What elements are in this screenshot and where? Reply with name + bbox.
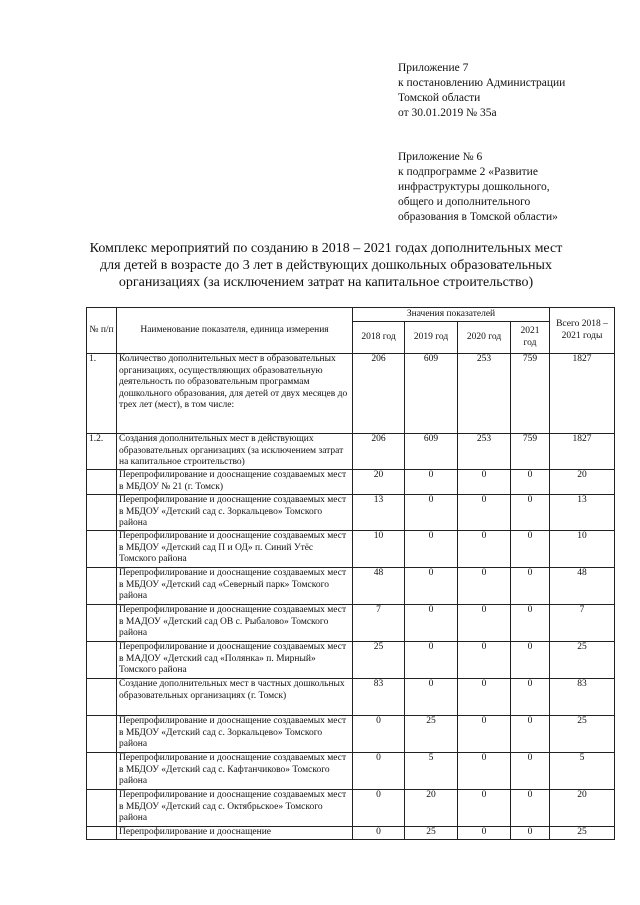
row-num (87, 827, 117, 840)
row-value-2019: 0 (405, 470, 458, 495)
row-total: 1827 (550, 354, 615, 434)
document-title (70, 240, 582, 291)
table-row (87, 470, 615, 495)
row-value-2020: 0 (458, 470, 511, 495)
header-num: № п/п (87, 308, 117, 354)
annex-main-line: к постановлению Администрации (398, 77, 566, 89)
annex-main-line: Томской области (398, 92, 481, 104)
title-line: Комплекс мероприятий по созданию в 2018 – 2021 годах дополнительных мест (89, 241, 563, 256)
row-name: Перепрофилирование и дооснащение создаваемых мест в МБДОУ «Детский сад с. Зоркальцево» Томского района (117, 716, 353, 753)
row-num (87, 679, 117, 716)
row-name: Создания дополнительных мест в действующих образовательных организациях (за исключением затрат на капитальное строительство) (117, 434, 353, 470)
row-total: 83 (550, 679, 615, 716)
row-total: 48 (550, 568, 615, 605)
row-name: Перепрофилирование и дооснащение (117, 827, 353, 840)
row-num (87, 605, 117, 642)
row-total: 25 (550, 642, 615, 679)
row-value-2020: 0 (458, 495, 511, 531)
row-value-2018: 48 (353, 568, 405, 605)
row-value-2020: 0 (458, 790, 511, 827)
annex-sub-line: к подпрограмме 2 «Развитие (398, 166, 538, 178)
table-row (87, 679, 615, 716)
row-value-2019: 0 (405, 642, 458, 679)
row-value-2019: 20 (405, 790, 458, 827)
row-value-2020: 253 (458, 434, 511, 470)
row-value-2019: 609 (405, 434, 458, 470)
row-value-2020: 0 (458, 605, 511, 642)
table-row (87, 790, 615, 827)
table-row (87, 642, 615, 679)
row-total: 13 (550, 495, 615, 531)
row-value-2018: 83 (353, 679, 405, 716)
row-value-2020: 0 (458, 827, 511, 840)
row-value-2020: 0 (458, 753, 511, 790)
header-total: Всего 2018 – 2021 годы (550, 308, 615, 354)
row-value-2018: 7 (353, 605, 405, 642)
table-row (87, 716, 615, 753)
row-total: 7 (550, 605, 615, 642)
table-row (87, 753, 615, 790)
table-row (87, 354, 615, 434)
row-name: Создание дополнительных мест в частных дошкольных образовательных организациях (г. Томск) (117, 679, 353, 716)
row-value-2018: 10 (353, 531, 405, 568)
row-num (87, 495, 117, 531)
row-value-2021: 0 (511, 568, 550, 605)
row-name: Перепрофилирование и дооснащение создаваемых мест в МБДОУ «Детский сад с. Октябрьское» Томского района (117, 790, 353, 827)
row-num (87, 531, 117, 568)
header-values-group: Значения показателей (353, 308, 550, 322)
row-value-2021: 0 (511, 716, 550, 753)
row-total: 25 (550, 827, 615, 840)
table-row (87, 531, 615, 568)
row-value-2020: 0 (458, 679, 511, 716)
row-value-2021: 759 (511, 434, 550, 470)
annex-sub-line: инфраструктуры дошкольного, (398, 181, 550, 193)
row-name: Перепрофилирование и дооснащение создаваемых мест в МБДОУ «Детский сад «Северный парк» Томского района (117, 568, 353, 605)
row-name: Перепрофилирование и дооснащение создаваемых мест в МБДОУ «Детский сад П и ОД» п. Синий Утёс Томского района (117, 531, 353, 568)
row-num (87, 470, 117, 495)
indicators-table (86, 307, 615, 840)
row-value-2018: 0 (353, 716, 405, 753)
table-row (87, 434, 615, 470)
row-value-2019: 0 (405, 568, 458, 605)
header-year-2019: 2019 год (405, 322, 458, 354)
title-line: для детей в возрасте до 3 лет в действующих дошкольных образовательных (100, 258, 552, 273)
row-value-2019: 25 (405, 827, 458, 840)
row-value-2021: 0 (511, 531, 550, 568)
annex-main-line: Приложение 7 (398, 62, 469, 74)
row-total: 10 (550, 531, 615, 568)
annex-sub-line: образования в Томской области» (398, 211, 558, 223)
annex-sub-block (398, 150, 558, 225)
row-name: Перепрофилирование и дооснащение создаваемых мест в МАДОУ «Детский сад ОВ с. Рыбалово» Томского района (117, 605, 353, 642)
row-value-2019: 0 (405, 531, 458, 568)
row-value-2018: 0 (353, 790, 405, 827)
annex-sub-line: общего и дополнительного (398, 196, 531, 208)
row-total: 5 (550, 753, 615, 790)
row-name: Перепрофилирование и дооснащение создаваемых мест в МБДОУ № 21 (г. Томск) (117, 470, 353, 495)
row-name: Количество дополнительных мест в образовательных организациях, осуществляющих образовательную деятельность по образовательным программам дошкольного образования, для детей от двух месяцев до трех лет (мест), в том числе: (117, 354, 353, 434)
row-value-2020: 253 (458, 354, 511, 434)
row-num: 1.2. (87, 434, 117, 470)
row-value-2020: 0 (458, 716, 511, 753)
row-value-2019: 0 (405, 495, 458, 531)
row-name: Перепрофилирование и дооснащение создаваемых мест в МБДОУ «Детский сад с. Кафтанчиково» Томского района (117, 753, 353, 790)
row-value-2018: 0 (353, 753, 405, 790)
row-value-2018: 13 (353, 495, 405, 531)
row-total: 25 (550, 716, 615, 753)
row-value-2021: 0 (511, 790, 550, 827)
row-value-2020: 0 (458, 531, 511, 568)
row-num (87, 790, 117, 827)
header-name: Наименование показателя, единица измерения (117, 308, 353, 354)
row-value-2018: 0 (353, 827, 405, 840)
title-line: организациях (за исключением затрат на капитальное строительство) (118, 275, 534, 290)
row-value-2019: 0 (405, 605, 458, 642)
row-value-2021: 0 (511, 470, 550, 495)
table-row (87, 495, 615, 531)
row-name: Перепрофилирование и дооснащение создаваемых мест в МАДОУ «Детский сад «Полянка» п. Мирный» Томского района (117, 642, 353, 679)
table-row (87, 568, 615, 605)
row-value-2018: 20 (353, 470, 405, 495)
row-value-2019: 609 (405, 354, 458, 434)
row-value-2021: 0 (511, 605, 550, 642)
row-num (87, 716, 117, 753)
row-value-2021: 0 (511, 753, 550, 790)
header-year-2018: 2018 год (353, 322, 405, 354)
row-value-2021: 759 (511, 354, 550, 434)
row-value-2020: 0 (458, 642, 511, 679)
row-value-2018: 206 (353, 434, 405, 470)
annex-main-block (398, 61, 565, 121)
row-value-2021: 0 (511, 827, 550, 840)
row-total: 1827 (550, 434, 615, 470)
table-row (87, 827, 615, 840)
row-value-2019: 25 (405, 716, 458, 753)
row-value-2019: 0 (405, 679, 458, 716)
row-num (87, 642, 117, 679)
row-total: 20 (550, 790, 615, 827)
row-value-2021: 0 (511, 495, 550, 531)
row-value-2020: 0 (458, 568, 511, 605)
row-name: Перепрофилирование и дооснащение создаваемых мест в МБДОУ «Детский сад с. Зоркальцево» Томского района (117, 495, 353, 531)
row-value-2019: 5 (405, 753, 458, 790)
row-value-2018: 25 (353, 642, 405, 679)
row-num (87, 753, 117, 790)
row-value-2021: 0 (511, 642, 550, 679)
row-num (87, 568, 117, 605)
header-year-2020: 2020 год (458, 322, 511, 354)
row-num: 1. (87, 354, 117, 434)
annex-main-line: от 30.01.2019 № 35а (398, 107, 497, 119)
header-year-2021: 2021 год (511, 322, 550, 354)
row-total: 20 (550, 470, 615, 495)
annex-sub-line: Приложение № 6 (398, 151, 483, 163)
table-row (87, 605, 615, 642)
row-value-2021: 0 (511, 679, 550, 716)
row-value-2018: 206 (353, 354, 405, 434)
